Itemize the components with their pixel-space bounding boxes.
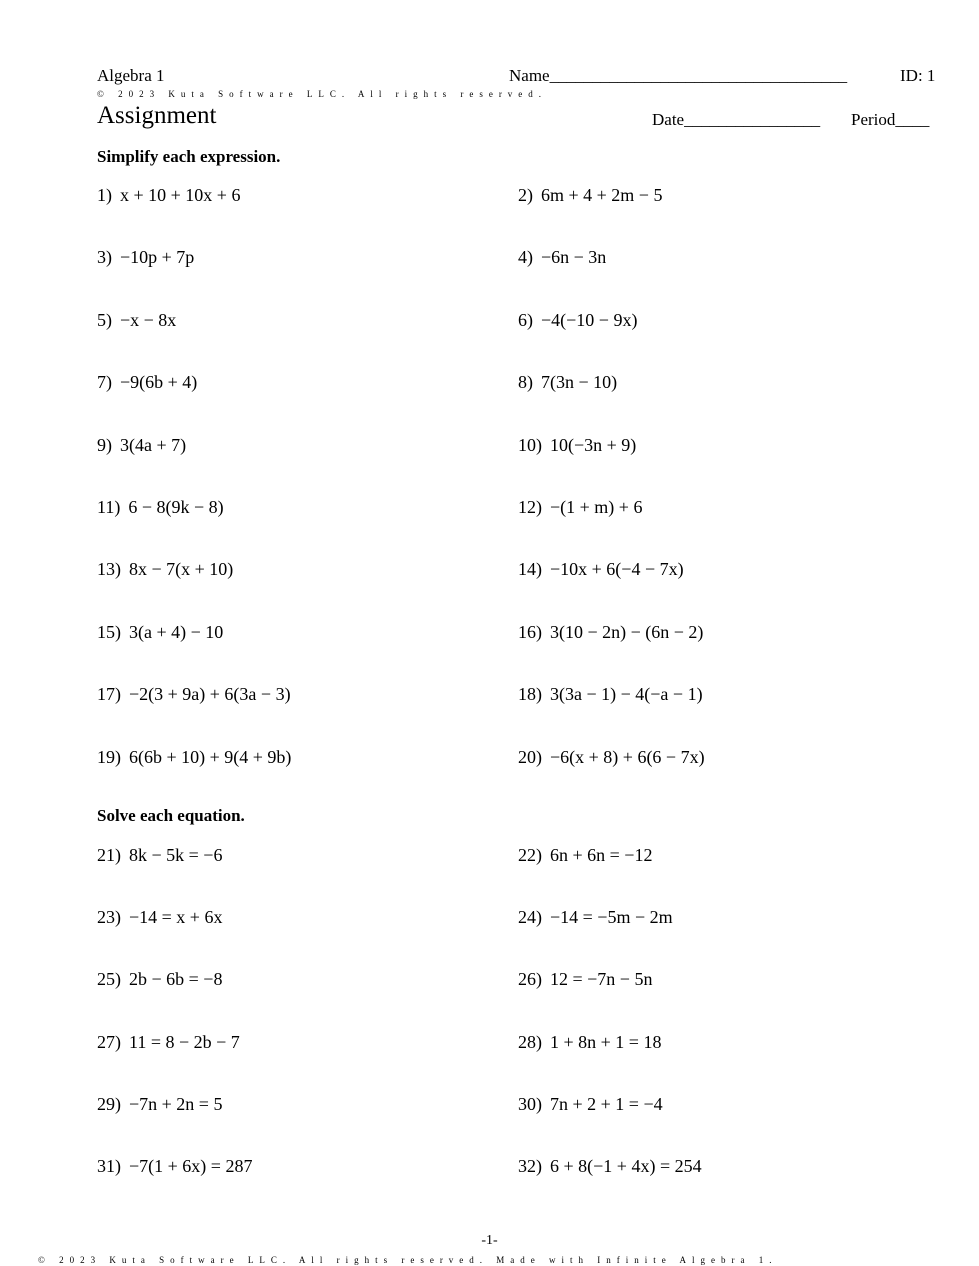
problem-number: 9): [97, 435, 112, 455]
problem-number: 7): [97, 372, 112, 392]
problem-number: 32): [518, 1156, 542, 1176]
problem-number: 22): [518, 845, 542, 865]
problem-item: [518, 372, 617, 393]
problem-item: [518, 622, 703, 643]
problem-expression: 6n + 6n = −12: [550, 845, 653, 865]
problem-item: [97, 969, 222, 990]
problem-expression: −6n − 3n: [541, 247, 607, 267]
problem-item: [518, 435, 636, 456]
worksheet-id: ID: 1: [900, 66, 936, 85]
problem-item: [97, 497, 224, 518]
problem-number: 13): [97, 559, 121, 579]
problem-number: 21): [97, 845, 121, 865]
problem-expression: 2b − 6b = −8: [129, 969, 223, 989]
problem-item: [518, 185, 662, 206]
problem-number: 12): [518, 497, 542, 517]
problem-expression: −9(6b + 4): [120, 372, 198, 392]
problem-number: 24): [518, 907, 542, 927]
problem-item: [518, 310, 637, 331]
problem-item: [518, 747, 705, 768]
problem-expression: 1 + 8n + 1 = 18: [550, 1032, 662, 1052]
problem-number: 28): [518, 1032, 542, 1052]
problem-number: 10): [518, 435, 542, 455]
problem-item: [97, 310, 176, 331]
copyright-bottom: © 2023 Kuta Software LLC. All rights reserved. Made with Infinite Algebra 1.: [38, 1255, 778, 1265]
problem-item: [97, 247, 194, 268]
problem-expression: 6m + 4 + 2m − 5: [541, 185, 663, 205]
problem-expression: −(1 + m) + 6: [550, 497, 643, 517]
problem-number: 17): [97, 684, 121, 704]
problem-item: [97, 907, 222, 928]
problem-expression: −7(1 + 6x) = 287: [129, 1156, 253, 1176]
problem-expression: 7n + 2 + 1 = −4: [550, 1094, 663, 1114]
problem-item: [518, 684, 703, 705]
problem-expression: −7n + 2n = 5: [129, 1094, 223, 1114]
date-field-label: Date________________: [652, 110, 821, 129]
problem-item: [97, 435, 186, 456]
problem-expression: 6 − 8(9k − 8): [128, 497, 224, 517]
problem-number: 23): [97, 907, 121, 927]
problem-item: [97, 372, 197, 393]
problem-number: 29): [97, 1094, 121, 1114]
problem-expression: 3(4a + 7): [120, 435, 187, 455]
problem-item: [97, 1032, 240, 1053]
problem-expression: 6(6b + 10) + 9(4 + 9b): [129, 747, 292, 767]
problem-number: 5): [97, 310, 112, 330]
problem-number: 16): [518, 622, 542, 642]
problem-expression: −10x + 6(−4 − 7x): [550, 559, 684, 579]
problem-item: [97, 684, 291, 705]
problem-item: [518, 497, 642, 518]
problem-item: [97, 1156, 252, 1177]
problem-item: [97, 185, 240, 206]
problem-number: 19): [97, 747, 121, 767]
problem-number: 18): [518, 684, 542, 704]
page-title: Assignment: [97, 102, 217, 129]
problem-expression: −10p + 7p: [120, 247, 195, 267]
problem-item: [518, 1032, 661, 1053]
period-field-label: Period____: [851, 110, 930, 129]
problem-expression: −6(x + 8) + 6(6 − 7x): [550, 747, 705, 767]
problem-item: [97, 1094, 222, 1115]
problem-number: 1): [97, 185, 112, 205]
problem-expression: −x − 8x: [120, 310, 177, 330]
problem-expression: 3(3a − 1) − 4(−a − 1): [550, 684, 703, 704]
problem-expression: 7(3n − 10): [541, 372, 618, 392]
problem-item: [518, 247, 606, 268]
problem-item: [518, 845, 652, 866]
problem-expression: −14 = x + 6x: [129, 907, 223, 927]
problem-expression: 6 + 8(−1 + 4x) = 254: [550, 1156, 702, 1176]
problem-expression: −2(3 + 9a) + 6(3a − 3): [129, 684, 291, 704]
problem-number: 15): [97, 622, 121, 642]
problem-item: [97, 747, 291, 768]
problem-number: 3): [97, 247, 112, 267]
name-field-label: Name___________________________________: [509, 66, 848, 85]
problem-expression: 8x − 7(x + 10): [129, 559, 234, 579]
problem-number: 8): [518, 372, 533, 392]
problem-expression: −14 = −5m − 2m: [550, 907, 673, 927]
problem-expression: −4(−10 − 9x): [541, 310, 638, 330]
problem-number: 20): [518, 747, 542, 767]
problem-item: [97, 622, 223, 643]
problem-item: [97, 559, 233, 580]
problem-number: 27): [97, 1032, 121, 1052]
problem-number: 14): [518, 559, 542, 579]
problem-expression: 3(10 − 2n) − (6n − 2): [550, 622, 704, 642]
problem-item: [97, 845, 222, 866]
problem-item: [518, 1156, 702, 1177]
problem-item: [518, 969, 652, 990]
copyright-top: © 2023 Kuta Software LLC. All rights reserved.: [97, 89, 548, 99]
problem-expression: 10(−3n + 9): [550, 435, 637, 455]
problem-expression: 11 = 8 − 2b − 7: [129, 1032, 240, 1052]
problem-item: [518, 907, 673, 928]
problem-number: 2): [518, 185, 533, 205]
course-name: Algebra 1: [97, 66, 165, 85]
problem-number: 26): [518, 969, 542, 989]
problem-number: 31): [97, 1156, 121, 1176]
section-heading-simplify: Simplify each expression.: [97, 147, 281, 166]
problem-item: [518, 559, 684, 580]
section-heading-solve: Solve each equation.: [97, 806, 245, 825]
problem-expression: x + 10 + 10x + 6: [120, 185, 241, 205]
problem-number: 30): [518, 1094, 542, 1114]
problem-expression: 3(a + 4) − 10: [129, 622, 224, 642]
problem-number: 4): [518, 247, 533, 267]
problem-number: 25): [97, 969, 121, 989]
problem-number: 6): [518, 310, 533, 330]
problem-expression: 12 = −7n − 5n: [550, 969, 653, 989]
problem-expression: 8k − 5k = −6: [129, 845, 223, 865]
problem-number: 11): [97, 497, 121, 517]
problem-item: [518, 1094, 663, 1115]
page-number: -1-: [481, 1233, 498, 1248]
